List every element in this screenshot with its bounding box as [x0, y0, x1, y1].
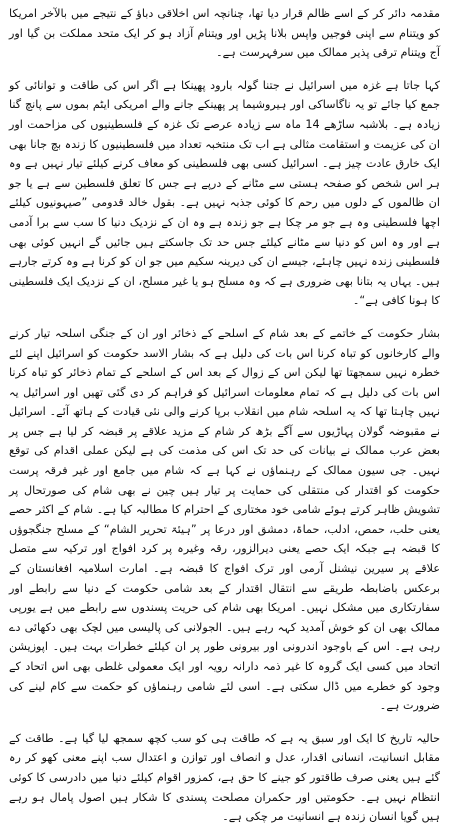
paragraph-gaza-resistance: کہا جاتا ہے غزہ میں اسرائیل نے جتنا گولہ بارود پھینکا ہے اگر اس کی طاقت و توانائی کو جمع کیا جائے تو یہ ناگاساکی اور ہیروشیما پر پھینکے جانے والے امریکی ایٹم بموں سے پانچ گنا زیادہ ہے۔ بلاشبہ ساڑھے 14 ماہ سے زیادہ عرصے تک غزہ کے فلسطینیوں کی مزاحمت اور ان کی عزیمت و استقامت مثالی ہے اب تک منتخبہ تعداد میں فلسطینیوں کا زندہ بچ جانا بھی ایک خارق عادت چیز ہے۔ اسرائیل کسی بھی فلسطینی کو معاف کرنے کیلئے تیار نہیں ہے وہ ہر اس شخص کو صفحہ ہستی سے مٹانے کے درپے ہے جس کا تعلق فلسطین سے ہے یا جو ان ظالموں کے دلوں میں رحم کا کوئی جذبہ نہیں ہے۔ بقول خالد قدومی ”صیہونیوں کیلئے اچھا فلسطینی وہ ہے جو مر چکا ہے جو زندہ ہے وہ ان کے نزدیک دنیا کا سب سے برا آدمی ہے اور وہ اس کو دنیا سے مٹانے کیلئے جس حد تک جاسکتے ہیں جائیں گے انہیں کوئی بھی فلسطینی زندہ نہیں چاہئے، جیسے ان کی دیرینہ سکیم میں جو ان کو کرنا ہے وہ کرتے جارہے ہیں۔ یہاں یہ بتانا بھی ضروری ہے کہ وہ مسلح ہو یا غیر مسلح، ان کے نزدیک ایک فلسطینی کا ہونا کافی ہے“۔ — [9, 78, 440, 308]
paragraph-vietnam-conclusion: مقدمہ دائر کر کے اسے ظالم قرار دیا تھا، چنانچہ اس اخلاقی دباؤ کے نتیجے میں بالآخر امریکا کو ویتنام سے اپنی فوجیں واپس بلانا پڑیں اور ویتنام آزاد ہو کر ایک متحد مملکت بن گیا اور آج ویتنام ترقی پذیر ممالک میں سرفہرست ہے۔ — [9, 7, 440, 60]
paragraph-syria-situation: بشار حکومت کے خاتمے کے بعد شام کے اسلحے کے ذخائر اور ان کے جنگی اسلحہ تیار کرنے والے کارخانوں کو تباہ کرنا اس بات کی دلیل ہے کہ بشار الاسد حکومت کو اسرائیل اپنے لئے خطرہ نہیں سمجھتا تھا لیکن اس کے زوال کے بعد اس کے اسلحے کے تمام ذخائر کو تباہ کرنا اس بات کی دلیل ہے کہ تمام معلومات اسرائیل کو فراہم کر دی گئی تھیں اور اسرائیل یہ نہیں چاہتا تھا کہ یہ اسلحہ شام میں انقلاب برپا کرنے والی نئی قیادت کے ہاتھ آئے۔ اسرائیل نے مقبوضہ گولان پہاڑیوں سے آگے بڑھ کر شام کے مزید علاقے پر قبضہ کر لیا ہے جس پر بعض عرب ممالک نے بیانات کی حد تک اس کی مذمت کی ہے لیکن عملی اقدام کی توقع نہیں۔ جی سیون ممالک کے رہنماؤں نے کہا ہے کہ شام میں جامع اور غیر فرقہ پرست حکومت کو اقتدار کی منتقلی کی حمایت پر تیار ہیں چین نے بھی شام کی صورتحال پر تشویش ظاہر کرتے ہوئے شامی خود مختاری کے احترام کا مطالبہ کیا ہے۔ شام کے اکثر حصے یعنی حلب، حمص، ادلب، حماۃ، دمشق اور درعا پر ”ہیئۃ تحریر الشام“ کے مسلح جنگجوؤں کا قبضہ ہے جبکہ ایک حصے یعنی دیرالزور، رقہ وغیرہ پر کرد افواج اور ترکیہ سے متصل علاقے پر سیرین نیشنل آرمی اور ترک افواج کا قبضہ ہے۔ امارت اسلامیہ افغانستان کے برعکس باضابطہ طریقے سے انتقال اقتدار کے بعد شامی حکومت کے دنیا سے رابطے اور سفارتکاری میں مشکل نہیں۔ امریکا بھی شام کی حریت پسندوں سے رابطے میں ہے یورپی ممالک بھی ان کو خوش آمدید کہہ رہے ہیں۔ الجولانی کی پالیسی میں لچک بھی دکھائی دے رہی ہے۔ اس کے باوجود اندرونی اور بیرونی طور پر ان کیلئے خطرات بہت ہیں۔ اپوزیشن اتحاد میں کسی ایک گروہ کا غیر ذمہ دارانہ رویہ اور ایک معمولی غلطی بھی اس اتحاد کے وجود کو خطرے میں ڈال سکتی ہے۔ اسی لئے شامی رہنماؤں کو حکمت سے کام لینے کی ضرورت ہے۔ — [9, 326, 440, 713]
paragraph-history-lesson: حالیہ تاریخ کا ایک اور سبق یہ ہے کہ طاقت ہی کو سب کچھ سمجھ لیا گیا ہے۔ طاقت کے مقابل انسانیت، انسانی اقدار، عدل و انصاف اور توازن و اعتدال سب اپنے معنی کھو کر رہ گئے ہیں یعنی صرف طاقتور کو جینے کا حق ہے، کمزور اقوام کیلئے دنیا میں دادرسی کا کوئی انتظام نہیں ہے۔ حکومتیں اور حکمران مصلحت پسندی کا شکار ہیں اصول پامال ہو رہے ہیں گویا انسان زندہ ہے انسانیت مر چکی ہے۔ — [9, 731, 440, 824]
